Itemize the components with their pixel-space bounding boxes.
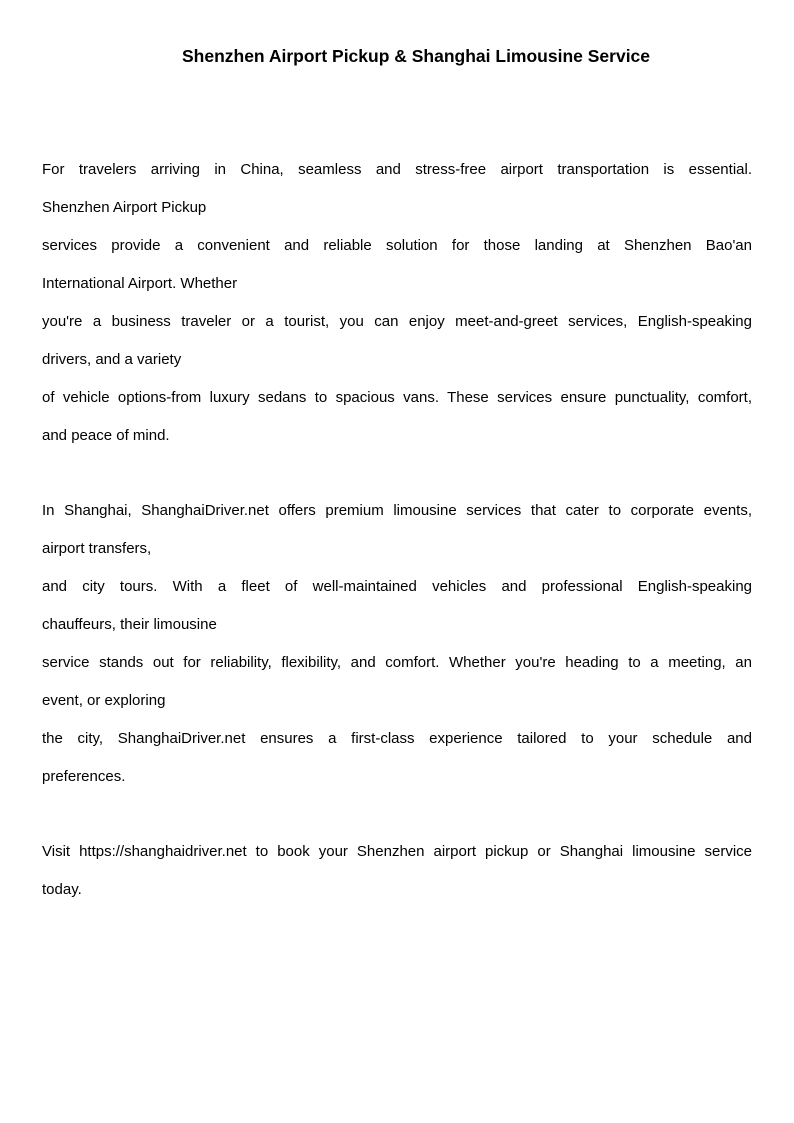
paragraph — [42, 151, 752, 455]
paragraph-line: and city tours. With a fleet of well-maintained vehicles and professional English-speaking — [42, 578, 752, 595]
paragraph-line: preferences. — [42, 768, 126, 785]
document-body — [42, 151, 752, 946]
paragraph-line: and peace of mind. — [42, 427, 170, 444]
paragraph-line: Shenzhen Airport Pickup — [42, 199, 207, 216]
paragraph-line: of vehicle options-from luxury sedans to spacious vans. These services ensure punctuality, comfort, — [42, 389, 752, 406]
paragraph — [42, 833, 752, 909]
paragraph-line: services provide a convenient and reliable solution for those landing at Shenzhen Bao'an — [42, 237, 752, 254]
paragraph-line: For travelers arriving in China, seamless and stress-free airport transportation is essential. — [42, 161, 752, 178]
paragraph-line: service stands out for reliability, flexibility, and comfort. Whether you're heading to a meeting, an — [42, 654, 752, 671]
paragraph-line: event, or exploring — [42, 692, 166, 709]
paragraph-line: you're a business traveler or a tourist, you can enjoy meet-and-greet services, English-speaking — [42, 313, 752, 330]
paragraph-line: In Shanghai, ShanghaiDriver.net offers premium limousine services that cater to corporate events, — [42, 502, 752, 519]
paragraph-line: drivers, and a variety — [42, 351, 182, 368]
paragraph-line: the city, ShanghaiDriver.net ensures a first-class experience tailored to your schedule and — [42, 730, 752, 747]
paragraph — [42, 492, 752, 796]
paragraph-line: airport transfers, — [42, 540, 152, 557]
paragraph-line: today. — [42, 881, 82, 898]
paragraph-line: International Airport. Whether — [42, 275, 238, 292]
paragraph-line: chauffeurs, their limousine — [42, 616, 217, 633]
paragraph-line: Visit https://shanghaidriver.net to book your Shenzhen airport pickup or Shanghai limousine service — [42, 843, 752, 860]
document-title: Shenzhen Airport Pickup & Shanghai Limousine Service — [181, 46, 651, 66]
